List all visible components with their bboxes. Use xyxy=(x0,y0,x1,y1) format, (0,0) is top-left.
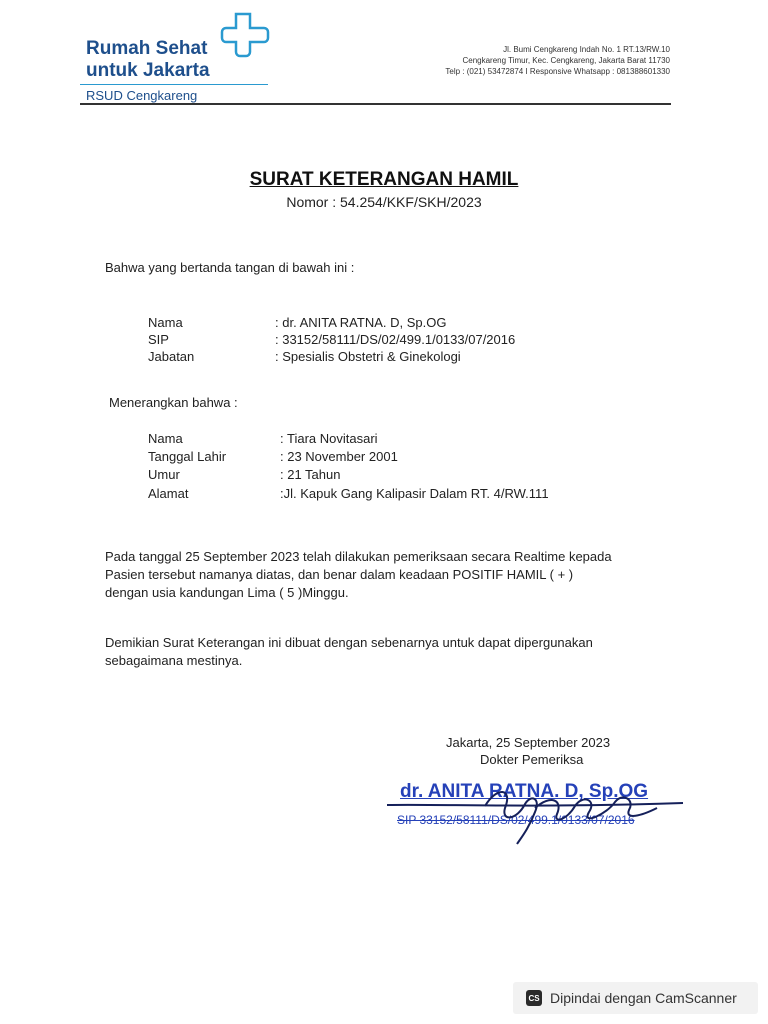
intro-text: Bahwa yang bertanda tangan di bawah ini : xyxy=(105,260,355,275)
address-line-3: Telp : (021) 53472874 I Responsive Whatsapp : 081388601330 xyxy=(445,67,670,76)
camscanner-icon: CS xyxy=(526,990,542,1006)
paragraph-1-line-2: Pasien tersebut namanya diatas, dan benar dalam keadaan POSITIF HAMIL ( + ) xyxy=(105,567,574,582)
logo-divider xyxy=(80,84,268,85)
camscanner-badge xyxy=(513,982,758,1014)
handwritten-signature xyxy=(385,778,685,848)
document-number: Nomor : 54.254/KKF/SKH/2023 xyxy=(286,194,482,210)
paragraph-1-line-1: Pada tanggal 25 September 2023 telah dilakukan pemeriksaan secara Realtime kepada xyxy=(105,549,612,564)
logo-subtitle: RSUD Cengkareng xyxy=(86,88,198,103)
hospital-cross-icon xyxy=(218,12,270,58)
doctor-sip-label: SIP xyxy=(148,332,169,347)
patient-age-value: : 21 Tahun xyxy=(280,467,341,482)
patient-address-label: Alamat xyxy=(148,486,189,501)
patient-name-label: Nama xyxy=(148,431,183,446)
camscanner-label: Dipindai dengan CamScanner xyxy=(550,990,737,1006)
doctor-position-value: : Spesialis Obstetri & Ginekologi xyxy=(275,349,461,364)
doctor-name-label: Nama xyxy=(148,315,183,330)
doctor-sip-value: : 33152/58111/DS/02/499.1/0133/07/2016 xyxy=(275,332,516,347)
logo-title-line1: Rumah Sehat xyxy=(86,38,208,59)
document-title: SURAT KETERANGAN HAMIL xyxy=(249,169,519,190)
patient-dob-value: : 23 November 2001 xyxy=(280,449,398,464)
address-line-2: Cengkareng Timur, Kec. Cengkareng, Jakarta Barat 11730 xyxy=(462,56,670,65)
address-line-1: Jl. Bumi Cengkareng Indah No. 1 RT.13/RW.10 xyxy=(503,45,670,54)
doctor-name-value: : dr. ANITA RATNA. D, Sp.OG xyxy=(275,315,447,330)
doctor-position-label: Jabatan xyxy=(148,349,195,364)
patient-dob-label: Tanggal Lahir xyxy=(148,449,227,464)
explains-text: Menerangkan bahwa : xyxy=(109,395,238,410)
patient-name-value: : Tiara Novitasari xyxy=(280,431,378,446)
logo-title-line2: untuk Jakarta xyxy=(86,60,210,81)
patient-address-value: :Jl. Kapuk Gang Kalipasir Dalam RT. 4/RW.111 xyxy=(280,486,549,501)
patient-age-label: Umur xyxy=(148,467,180,482)
paragraph-1-line-3: dengan usia kandungan Lima ( 5 )Minggu. xyxy=(105,585,349,600)
paragraph-2-line-2: sebagaimana mestinya. xyxy=(105,653,243,668)
paragraph-2-line-1: Demikian Surat Keterangan ini dibuat dengan sebenarnya untuk dapat dipergunakan xyxy=(105,635,593,650)
signature-doctor-name: dr. ANITA RATNA. D, Sp.OG xyxy=(400,781,649,802)
header-rule xyxy=(80,103,671,105)
signature-role: Dokter Pemeriksa xyxy=(480,752,584,767)
signature-city-date: Jakarta, 25 September 2023 xyxy=(446,735,611,750)
signature-sip: SIP 33152/58111/DS/02/499.1/0133/07/2016 xyxy=(397,813,635,827)
